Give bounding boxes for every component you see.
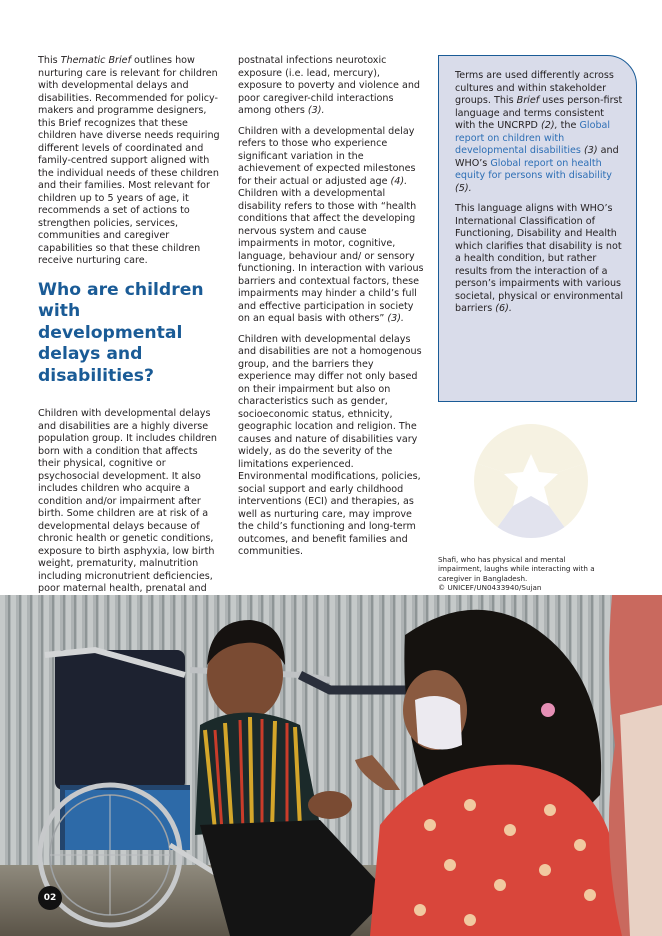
paragraph-2: Children with a developmental delay refers to those who experience significant variation in the achievement of expected milestones for their actual or adjusted age (4). Children with a developmental disability refers to those with “health conditions that affect the developing nervous system and cause impairments in motor, cognitive, language, behaviour and/ or sensory functioning. In interaction with various barriers and contextual factors, these impairments may hinder a child’s full and effective participation in society on an equal basis with others” (3).	[238, 125, 424, 324]
left-column	[38, 55, 222, 604]
page-number: 02	[38, 886, 62, 910]
paragraph-3: Children with developmental delays and disabilities are not a homogenous group, and the barriers they experience may differ not only based on their impairment but also on characteristics such as gender, socioeconomic status, ethnicity, geographic location and religion. The causes and nature of disabilities vary widely, as do the severity of the limitations experienced. Environmental modifications, policies, social support and early childhood interventions (ECI) and therapies, as well as nurturing care, may improve the child’s functioning and long-term outcomes, and benefit families and communities.	[238, 333, 422, 557]
link-global-report-children[interactable]: Global report on children with developmental disabilities	[455, 120, 611, 156]
box-paragraph-1: Terms are used differently across cultures and within stakeholder groups. This Brief uses person-first language and terms consistent with the UNCRPD (2), the Global report on children with developmental disabilities (3) and WHO’s Global report on health equity for persons with disability (5).	[455, 70, 623, 194]
caption-text: Shafi, who has physical and mental impairment, laughs while interacting with a caregiver in Bangladesh.	[438, 555, 595, 583]
background-person	[609, 595, 662, 936]
terminology-box	[438, 55, 637, 402]
photo-caption	[438, 555, 603, 592]
intro-paragraph: This Thematic Brief outlines how nurturing care is relevant for children with developmental delays and disabilities. Recommended for policy-makers and programme designers, this Brief recognizes that these children have diverse needs requiring different levels of coordinated and family-centred support aligned with the individual needs of these children and their families. Most relevant for children up to 5 years of age, it recommends a set of actions to strengthen policies, services, communities and caregiver capabilities so that these children receive nurturing care.	[38, 55, 220, 266]
middle-column	[238, 55, 426, 567]
section-body: Children with developmental delays and disabilities are a highly diverse population group. It includes children born with a condition that affects their physical, cognitive or psychosocial development. It also includes children who acquire a condition and/or impairment after birth. Some children are at risk of a developmental delays because of chronic health or genetic conditions, exposure to birth asphyxia, low birth weight, prematurity, malnutrition including micronutrient deficiencies, poor maternal health, prenatal and	[38, 408, 218, 594]
link-global-report-health-equity[interactable]: Global report on health equity for persons with disability	[455, 157, 612, 181]
section-heading: Who are children with developmental delays and disabilities?	[38, 279, 204, 386]
photo-child-wheelchair	[0, 595, 662, 936]
photo-credit: © UNICEF/UN0433940/Sujan	[438, 582, 542, 592]
nurturing-care-flower-graphic	[474, 424, 588, 538]
box-paragraph-2: This language aligns with WHO’s International Classification of Functioning, Disability and Health which clarifies that disability is not a health condition, but rather results from the interaction of a person’s impairments with various societal, physical or environmental barriers (6).	[455, 203, 624, 314]
paragraph-1: postnatal infections neurotoxic exposure (i.e. lead, mercury), exposure to poverty and violence and poor caregiver-child interactions among others (3).	[238, 55, 421, 116]
